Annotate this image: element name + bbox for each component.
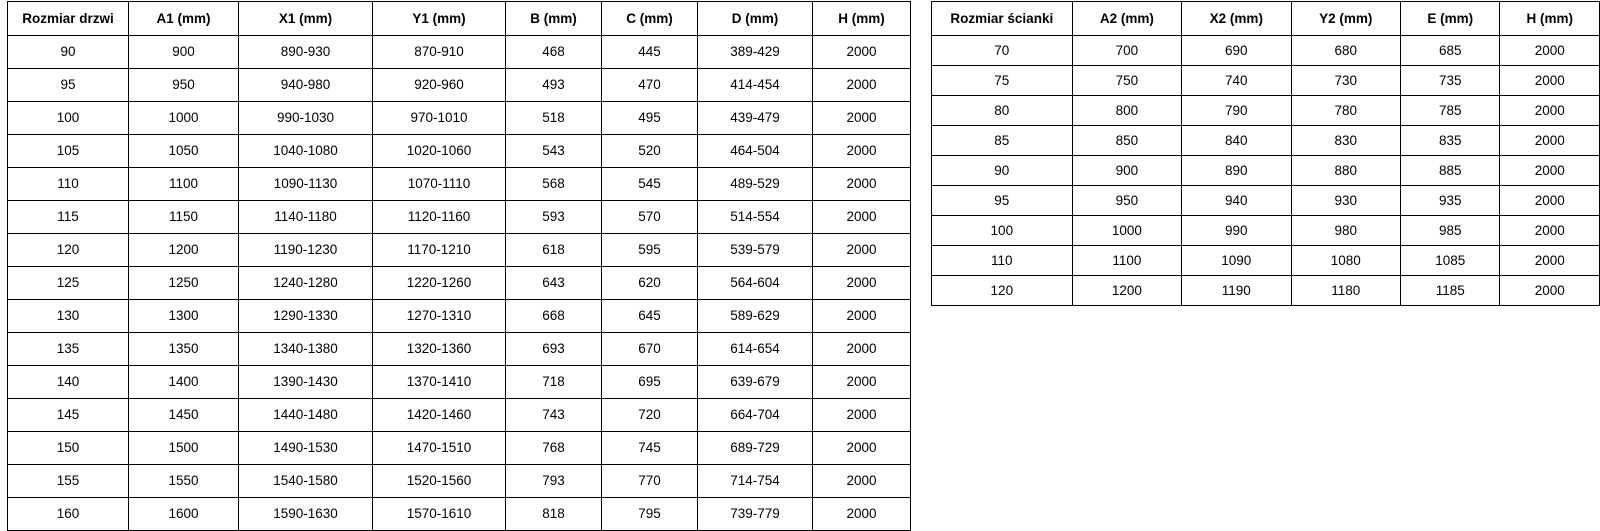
column-header-c: C (mm) [602, 2, 698, 36]
cell: 1185 [1400, 276, 1499, 306]
cell: 2000 [813, 201, 911, 234]
cell: 745 [602, 432, 698, 465]
cell: 593 [506, 201, 602, 234]
cell: 2000 [1500, 216, 1600, 246]
cell: 800 [1072, 96, 1181, 126]
cell: 689-729 [698, 432, 813, 465]
cell: 1100 [129, 168, 239, 201]
table-row [8, 168, 911, 201]
cell: 470 [602, 69, 698, 102]
cell: 589-629 [698, 300, 813, 333]
cell: 543 [506, 135, 602, 168]
table-row [932, 216, 1600, 246]
cell: 870-910 [373, 36, 506, 69]
cell: 2000 [813, 69, 911, 102]
cell: 2000 [813, 498, 911, 531]
table-row [8, 36, 911, 69]
cell: 2000 [1500, 276, 1600, 306]
cell: 1490-1530 [239, 432, 373, 465]
cell: 618 [506, 234, 602, 267]
cell: 795 [602, 498, 698, 531]
doors-dimensions-table [7, 1, 911, 531]
cell: 130 [8, 300, 129, 333]
cell: 743 [506, 399, 602, 432]
cell: 1150 [129, 201, 239, 234]
cell: 940-980 [239, 69, 373, 102]
cell: 115 [8, 201, 129, 234]
cell: 100 [932, 216, 1073, 246]
cell: 520 [602, 135, 698, 168]
table-row [8, 201, 911, 234]
cell: 940 [1182, 186, 1291, 216]
cell: 1570-1610 [373, 498, 506, 531]
cell: 1370-1410 [373, 366, 506, 399]
cell: 970-1010 [373, 102, 506, 135]
cell: 595 [602, 234, 698, 267]
cell: 1590-1630 [239, 498, 373, 531]
cell: 639-679 [698, 366, 813, 399]
cell: 125 [8, 267, 129, 300]
cell: 2000 [1500, 66, 1600, 96]
cell: 464-504 [698, 135, 813, 168]
cell: 1340-1380 [239, 333, 373, 366]
cell: 2000 [813, 366, 911, 399]
cell: 770 [602, 465, 698, 498]
cell: 2000 [813, 465, 911, 498]
cell: 740 [1182, 66, 1291, 96]
cell: 1450 [129, 399, 239, 432]
table-row [932, 66, 1600, 96]
cell: 1090-1130 [239, 168, 373, 201]
cell: 950 [129, 69, 239, 102]
column-header-d: D (mm) [698, 2, 813, 36]
cell: 1100 [1072, 246, 1181, 276]
cell: 389-429 [698, 36, 813, 69]
cell: 1200 [129, 234, 239, 267]
cell: 768 [506, 432, 602, 465]
cell: 930 [1291, 186, 1400, 216]
cell: 670 [602, 333, 698, 366]
cell: 75 [932, 66, 1073, 96]
cell: 1320-1360 [373, 333, 506, 366]
cell: 2000 [1500, 36, 1600, 66]
cell: 680 [1291, 36, 1400, 66]
cell: 739-779 [698, 498, 813, 531]
cell: 830 [1291, 126, 1400, 156]
cell: 1470-1510 [373, 432, 506, 465]
table-row [8, 300, 911, 333]
table-row [932, 156, 1600, 186]
column-header-h: H (mm) [1500, 2, 1600, 36]
cell: 1070-1110 [373, 168, 506, 201]
table-row [932, 186, 1600, 216]
table-row [932, 126, 1600, 156]
cell: 1000 [1072, 216, 1181, 246]
column-header-a1: A1 (mm) [129, 2, 239, 36]
column-header-x1: X1 (mm) [239, 2, 373, 36]
table-row [8, 69, 911, 102]
column-header-rozmiar-drzwi: Rozmiar drzwi [8, 2, 129, 36]
cell: 643 [506, 267, 602, 300]
cell: 730 [1291, 66, 1400, 96]
cell: 1390-1430 [239, 366, 373, 399]
cell: 493 [506, 69, 602, 102]
cell: 95 [8, 69, 129, 102]
cell: 985 [1400, 216, 1499, 246]
cell: 818 [506, 498, 602, 531]
cell: 885 [1400, 156, 1499, 186]
cell: 539-579 [698, 234, 813, 267]
cell: 714-754 [698, 465, 813, 498]
cell: 735 [1400, 66, 1499, 96]
cell: 489-529 [698, 168, 813, 201]
cell: 1300 [129, 300, 239, 333]
table-row [932, 96, 1600, 126]
cell: 1400 [129, 366, 239, 399]
cell: 920-960 [373, 69, 506, 102]
cell: 935 [1400, 186, 1499, 216]
cell: 2000 [813, 300, 911, 333]
cell: 1020-1060 [373, 135, 506, 168]
table-row [8, 399, 911, 432]
cell: 2000 [813, 234, 911, 267]
table-row [8, 333, 911, 366]
table-row [8, 498, 911, 531]
cell: 2000 [813, 168, 911, 201]
column-header-e: E (mm) [1400, 2, 1499, 36]
cell: 2000 [1500, 126, 1600, 156]
cell: 1270-1310 [373, 300, 506, 333]
table-row [8, 366, 911, 399]
cell: 720 [602, 399, 698, 432]
table-row [8, 135, 911, 168]
cell: 110 [932, 246, 1073, 276]
cell: 568 [506, 168, 602, 201]
cell: 1190 [1182, 276, 1291, 306]
cell: 514-554 [698, 201, 813, 234]
cell: 2000 [1500, 96, 1600, 126]
cell: 518 [506, 102, 602, 135]
cell: 785 [1400, 96, 1499, 126]
cell: 414-454 [698, 69, 813, 102]
cell: 718 [506, 366, 602, 399]
cell: 685 [1400, 36, 1499, 66]
cell: 70 [932, 36, 1073, 66]
cell: 2000 [813, 432, 911, 465]
cell: 150 [8, 432, 129, 465]
cell: 120 [8, 234, 129, 267]
table-row [8, 267, 911, 300]
cell: 980 [1291, 216, 1400, 246]
cell: 835 [1400, 126, 1499, 156]
cell: 2000 [813, 135, 911, 168]
cell: 1500 [129, 432, 239, 465]
cell: 100 [8, 102, 129, 135]
cell: 780 [1291, 96, 1400, 126]
cell: 850 [1072, 126, 1181, 156]
table-row [8, 234, 911, 267]
cell: 2000 [813, 102, 911, 135]
cell: 110 [8, 168, 129, 201]
cell: 2000 [813, 333, 911, 366]
cell: 1600 [129, 498, 239, 531]
doors-dimensions-table-container [7, 1, 911, 531]
cell: 690 [1182, 36, 1291, 66]
cell: 1040-1080 [239, 135, 373, 168]
table-row [932, 36, 1600, 66]
cell: 1180 [1291, 276, 1400, 306]
cell: 1200 [1072, 276, 1181, 306]
table-row [932, 276, 1600, 306]
cell: 80 [932, 96, 1073, 126]
cell: 1420-1460 [373, 399, 506, 432]
cell: 1350 [129, 333, 239, 366]
cell: 155 [8, 465, 129, 498]
cell: 1220-1260 [373, 267, 506, 300]
cell: 439-479 [698, 102, 813, 135]
cell: 1550 [129, 465, 239, 498]
cell: 1050 [129, 135, 239, 168]
cell: 664-704 [698, 399, 813, 432]
cell: 693 [506, 333, 602, 366]
column-header-a2: A2 (mm) [1072, 2, 1181, 36]
cell: 1240-1280 [239, 267, 373, 300]
cell: 790 [1182, 96, 1291, 126]
cell: 2000 [813, 36, 911, 69]
walls-dimensions-table-container [931, 1, 1600, 306]
cell: 1085 [1400, 246, 1499, 276]
cell: 645 [602, 300, 698, 333]
cell: 750 [1072, 66, 1181, 96]
cell: 1000 [129, 102, 239, 135]
column-header-h: H (mm) [813, 2, 911, 36]
cell: 880 [1291, 156, 1400, 186]
table-row [8, 465, 911, 498]
cell: 1090 [1182, 246, 1291, 276]
cell: 145 [8, 399, 129, 432]
cell: 668 [506, 300, 602, 333]
cell: 495 [602, 102, 698, 135]
cell: 85 [932, 126, 1073, 156]
cell: 2000 [1500, 246, 1600, 276]
cell: 140 [8, 366, 129, 399]
column-header-y1: Y1 (mm) [373, 2, 506, 36]
column-header-b: B (mm) [506, 2, 602, 36]
cell: 90 [932, 156, 1073, 186]
cell: 1540-1580 [239, 465, 373, 498]
table-header-row [932, 2, 1600, 36]
cell: 2000 [813, 399, 911, 432]
cell: 990 [1182, 216, 1291, 246]
cell: 950 [1072, 186, 1181, 216]
table-header-row [8, 2, 911, 36]
cell: 135 [8, 333, 129, 366]
cell: 105 [8, 135, 129, 168]
cell: 90 [8, 36, 129, 69]
walls-dimensions-table [931, 1, 1600, 306]
cell: 2000 [1500, 156, 1600, 186]
column-header-rozmiar-scianki: Rozmiar ścianki [932, 2, 1073, 36]
cell: 160 [8, 498, 129, 531]
cell: 1190-1230 [239, 234, 373, 267]
cell: 570 [602, 201, 698, 234]
cell: 890-930 [239, 36, 373, 69]
cell: 900 [129, 36, 239, 69]
cell: 620 [602, 267, 698, 300]
column-header-y2: Y2 (mm) [1291, 2, 1400, 36]
cell: 1440-1480 [239, 399, 373, 432]
cell: 614-654 [698, 333, 813, 366]
cell: 700 [1072, 36, 1181, 66]
cell: 120 [932, 276, 1073, 306]
cell: 445 [602, 36, 698, 69]
table-row [932, 246, 1600, 276]
cell: 545 [602, 168, 698, 201]
table-row [8, 432, 911, 465]
cell: 695 [602, 366, 698, 399]
cell: 1520-1560 [373, 465, 506, 498]
cell: 1080 [1291, 246, 1400, 276]
cell: 2000 [1500, 186, 1600, 216]
cell: 95 [932, 186, 1073, 216]
cell: 1140-1180 [239, 201, 373, 234]
cell: 840 [1182, 126, 1291, 156]
cell: 890 [1182, 156, 1291, 186]
cell: 990-1030 [239, 102, 373, 135]
cell: 1170-1210 [373, 234, 506, 267]
cell: 1250 [129, 267, 239, 300]
cell: 1120-1160 [373, 201, 506, 234]
column-header-x2: X2 (mm) [1182, 2, 1291, 36]
cell: 564-604 [698, 267, 813, 300]
table-row [8, 102, 911, 135]
cell: 900 [1072, 156, 1181, 186]
cell: 793 [506, 465, 602, 498]
cell: 2000 [813, 267, 911, 300]
cell: 1290-1330 [239, 300, 373, 333]
cell: 468 [506, 36, 602, 69]
